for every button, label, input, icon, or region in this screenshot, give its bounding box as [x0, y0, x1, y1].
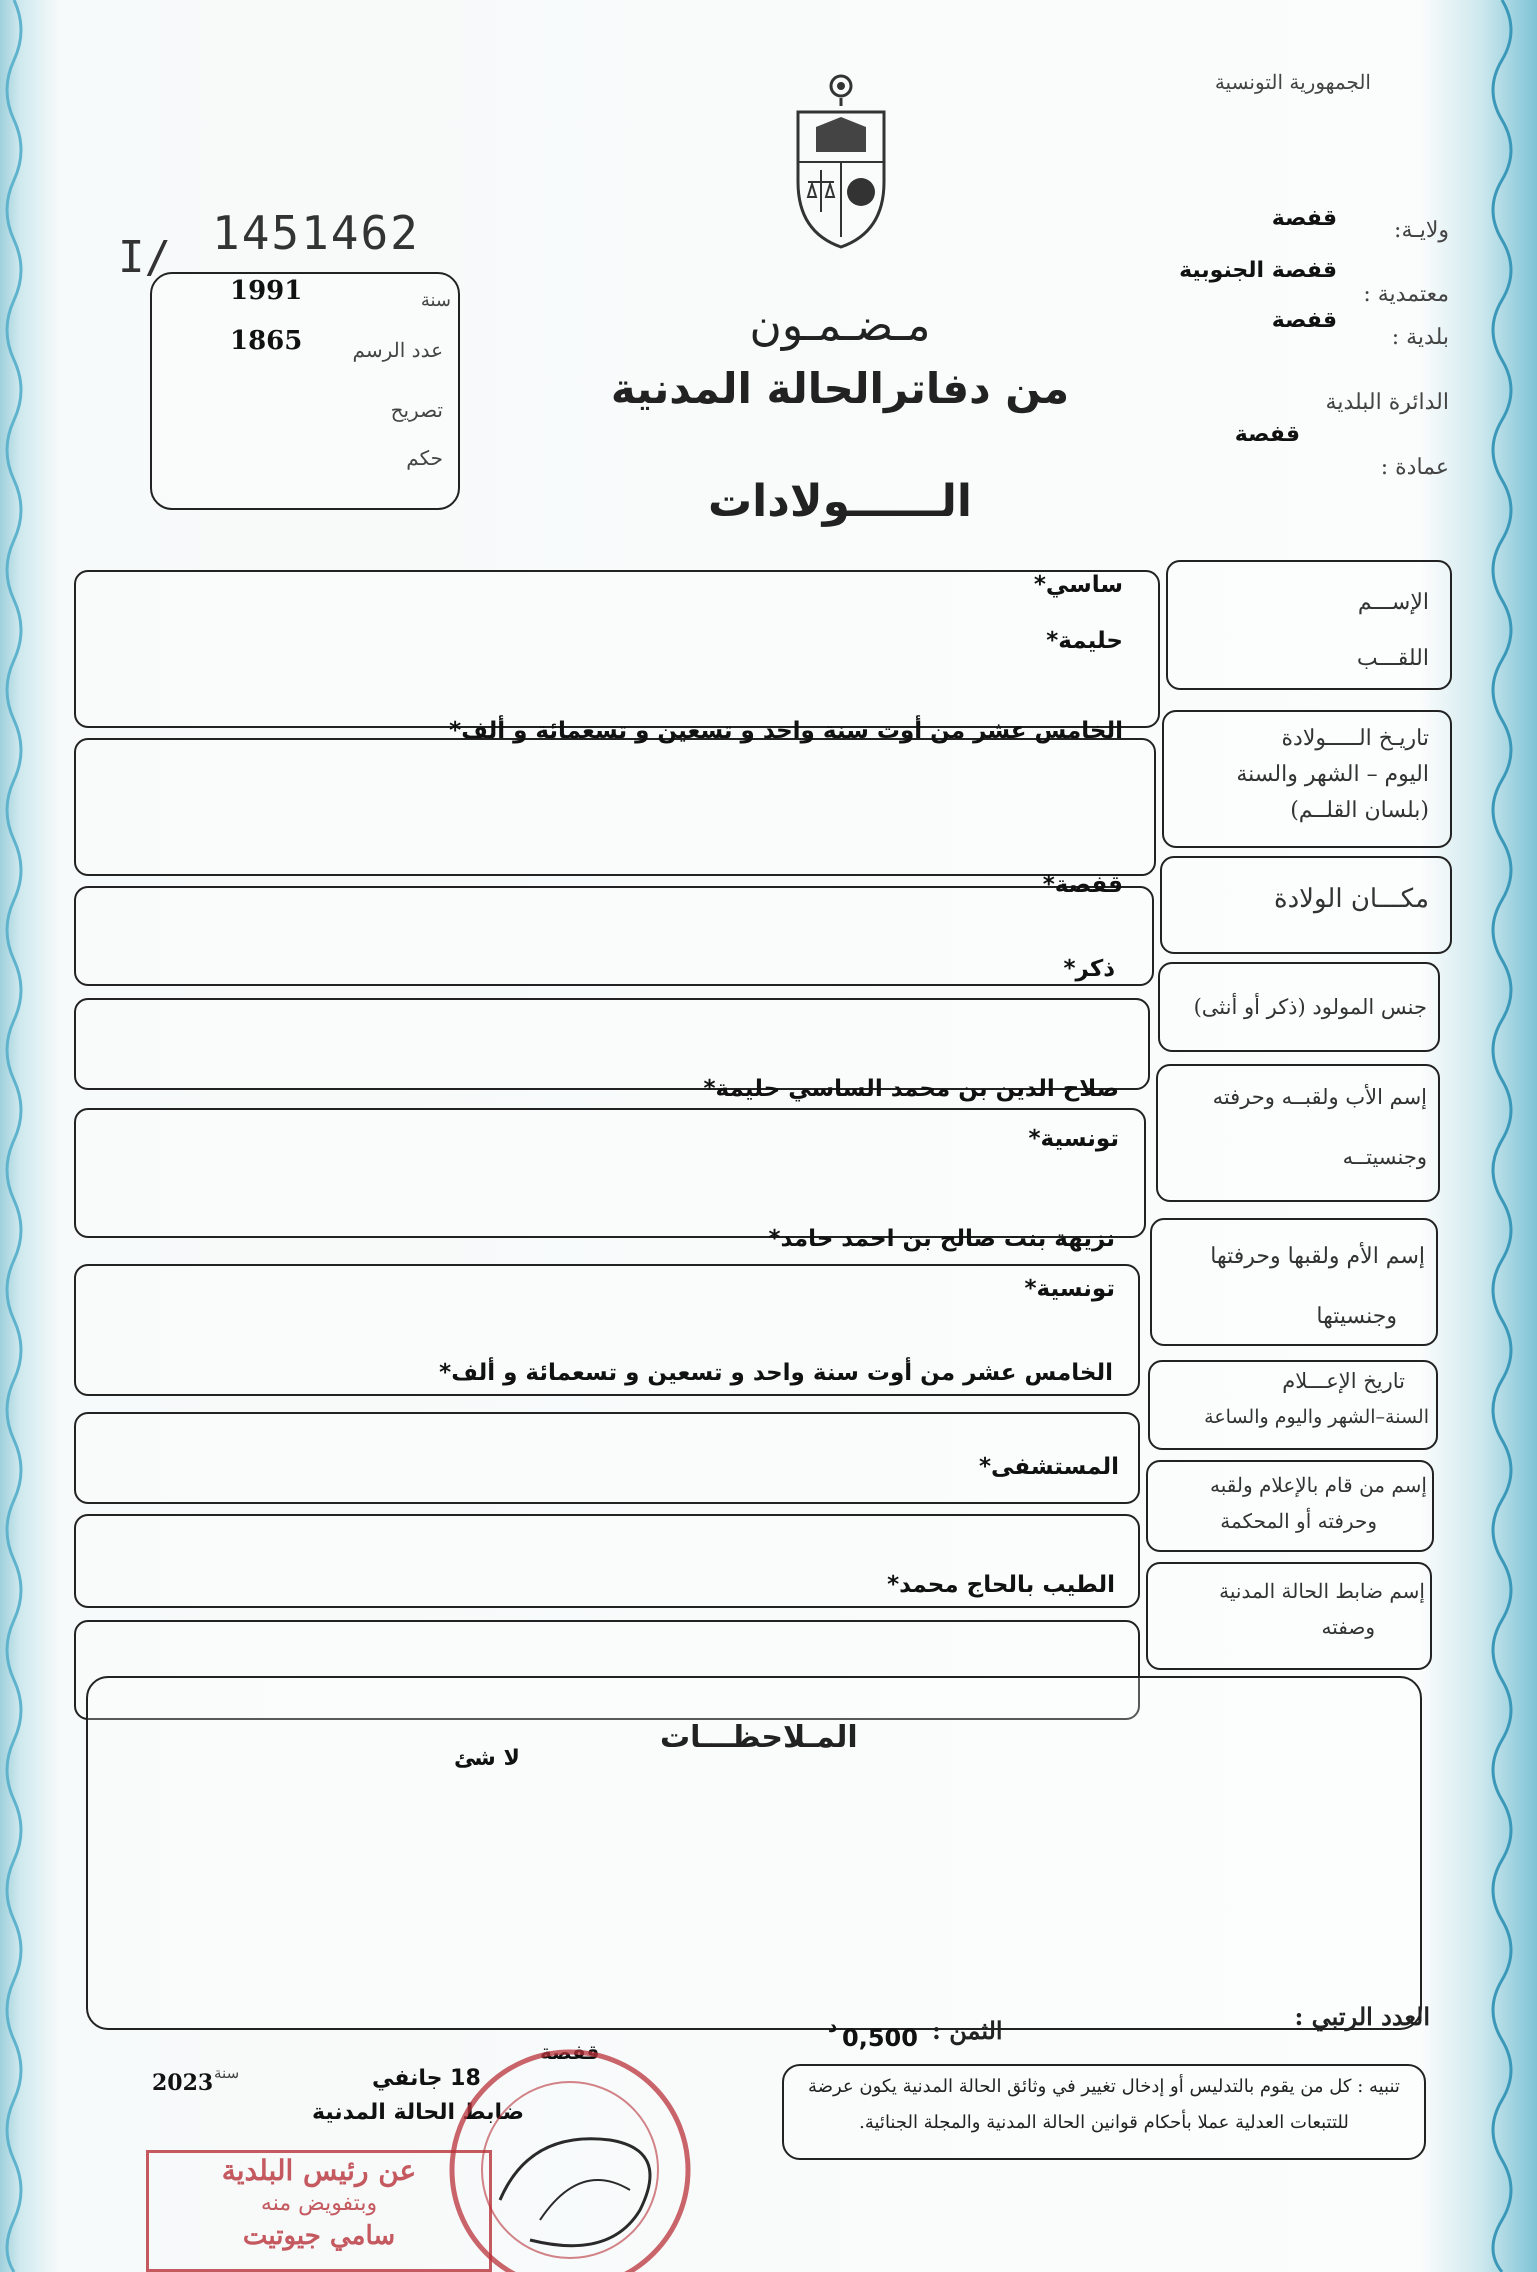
surname-value: حليمة*	[1046, 628, 1123, 654]
baladia-label: بلدية :	[1391, 325, 1449, 350]
mother-label-1: إسم الأم ولقبها وحرفتها	[1210, 1244, 1425, 1269]
price-label: الثمن :	[932, 2016, 1003, 2045]
right-wave-border	[1480, 0, 1537, 2272]
registry-box	[150, 272, 460, 510]
declaration-date-value: الخامس عشر من أوت سنة واحد و تسعين و تسعمائة و ألف*	[439, 1360, 1113, 1386]
title-line2: من دفاترالحالة المدنية	[610, 364, 1070, 413]
section-title: الــــــولادات	[707, 476, 973, 527]
baladia-value: قفصة	[1271, 308, 1337, 333]
mother-label-2: وجنسيتها	[1316, 1304, 1397, 1329]
serial-number: 1451462	[212, 206, 420, 260]
wilaya-label: ولايـة:	[1394, 218, 1449, 243]
registry-year-value: 1991	[230, 276, 303, 306]
issue-date: 18 جانفي	[372, 2066, 481, 2091]
birth-date-value-box	[74, 738, 1156, 876]
birth-date-label-1: تاريـخ الـــــولادة	[1281, 726, 1429, 751]
name-value-box	[74, 570, 1160, 728]
declaration-date-label-2: السنة–الشهر واليوم والساعة	[1204, 1406, 1429, 1428]
birth-place-value-box	[74, 886, 1154, 986]
ordinal-label: العدد الرتبي :	[1294, 2002, 1430, 2031]
declarant-label-1: إسم من قام بالإعلام ولقبه	[1210, 1473, 1427, 1497]
stamp-line2: وبتفويض منه	[260, 2191, 378, 2216]
father-value-box	[74, 1108, 1146, 1238]
remarks-label: المـلاحظـــات	[660, 1720, 858, 1755]
officer-title: ضابط الحالة المدنية	[312, 2100, 525, 2125]
birth-place-value: قفصة*	[1042, 872, 1123, 898]
notice-line2: للتتبعات العدلية عملا بأحكام قوانين الحالة المدنية والمجلة الجنائية.	[859, 2112, 1349, 2133]
registry-number-label: عدد الرسم	[352, 338, 443, 362]
sex-label: جنس المولود (ذكر أو أنثى)	[1193, 995, 1427, 1019]
stamp-line3: سامي جيوتيت	[242, 2221, 396, 2251]
registry-number-value: 1865	[230, 326, 303, 356]
remarks-value: لا شئ	[454, 1746, 520, 1771]
name-value: ساسي*	[1033, 572, 1123, 598]
price-value: 0,500	[842, 2024, 918, 2052]
issue-place: قفصة	[540, 2040, 600, 2064]
declarant-label-2: وحرفته أو المحكمة	[1220, 1509, 1377, 1533]
officer-value: الطيب بالحاج محمد*	[887, 1572, 1115, 1598]
serial-prefix: I/	[118, 232, 171, 283]
motamadia-value: قفصة الجنوبية	[1179, 258, 1337, 283]
birth-date-value: الخامس عشر من أوت سنة واحد و تسعين و تسعمائة و ألف*	[449, 718, 1123, 744]
officer-label-2: وصفته	[1321, 1615, 1375, 1639]
wilaya-value: قفصة	[1271, 206, 1337, 231]
mother-value: نزيهة بنت صالح بن احمد حامد*	[768, 1226, 1115, 1252]
sex-value: ذكر*	[1063, 956, 1115, 982]
registry-judgment-label: حكم	[406, 446, 443, 470]
father-nationality: تونسية*	[1028, 1126, 1119, 1152]
delegation-stamp	[146, 2150, 492, 2272]
registry-year-label: سنة	[420, 290, 451, 311]
registry-declaration-label: تصريح	[390, 398, 443, 422]
imada-value: قفصة	[1234, 422, 1300, 447]
birth-date-label-3: (بلسان القلــم)	[1290, 798, 1429, 823]
name-label: الإســـم	[1357, 590, 1429, 615]
stamp-line1: عن رئيس البلدية	[221, 2154, 417, 2187]
notice-line1: تنبيه : كل من يقوم بالتدليس أو إدخال تغيير في وثائق الحالة المدنية يكون عرضة	[808, 2076, 1400, 2097]
birth-date-label-2: اليوم – الشهر والسنة	[1236, 762, 1429, 787]
father-value: صلاح الدين بن محمد الساسي حليمة*	[703, 1076, 1119, 1102]
republic-label: الجمهورية التونسية	[1214, 70, 1371, 94]
declaration-date-label-1: تاريخ الإعـــلام	[1282, 1369, 1405, 1393]
surname-label: اللقـــب	[1356, 646, 1429, 671]
officer-label-1: إسم ضابط الحالة المدنية	[1219, 1579, 1425, 1603]
motamadia-label: معتمدية :	[1363, 282, 1449, 307]
imada-label: عمادة :	[1380, 455, 1449, 480]
declarant-value: المستشفى*	[979, 1454, 1119, 1480]
coat-of-arms-icon	[786, 72, 896, 252]
price-unit: د	[828, 2016, 838, 2037]
title-line1: مـضـمـون	[749, 300, 931, 351]
birth-place-label: مكـــان الولادة	[1273, 884, 1429, 914]
father-label-2: وجنسيتــه	[1342, 1145, 1427, 1169]
issue-year-value: 2023	[152, 2070, 214, 2096]
left-wave-border	[0, 0, 40, 2272]
father-label-1: إسم الأب ولقبــه وحرفته	[1212, 1085, 1427, 1109]
daira-label: الدائرة البلدية	[1325, 390, 1449, 415]
mother-nationality: تونسية*	[1024, 1276, 1115, 1302]
issue-year-label: سنة	[214, 2064, 240, 2082]
